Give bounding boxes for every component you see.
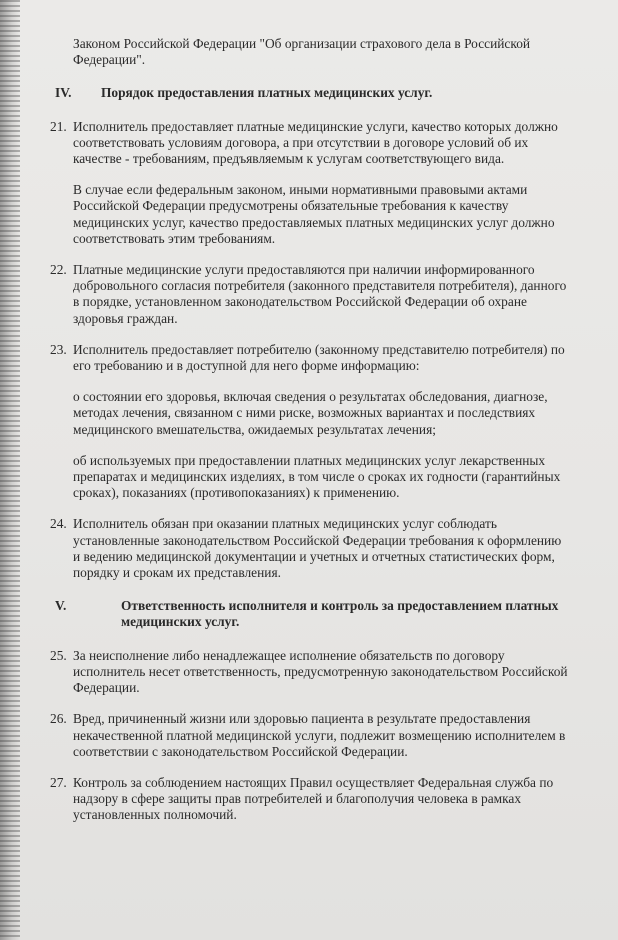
section-heading-v xyxy=(50,598,580,630)
text-line: Федерации". xyxy=(73,52,146,68)
text-line: установленные законодательством Российской Федерации требования к оформлению xyxy=(73,532,562,548)
text-line: Вред, причиненный жизни или здоровью пациента в результате предоставления xyxy=(73,711,531,727)
text-line: порядку и срокам их представления. xyxy=(73,565,281,581)
clause-number: 25. xyxy=(50,647,67,663)
text-line: медицинских услуг. xyxy=(121,614,240,630)
text-line: Платные медицинские услуги предоставляются при наличии информированного xyxy=(73,262,535,278)
clause-text xyxy=(73,775,580,824)
clause-26 xyxy=(50,711,580,760)
clause-text xyxy=(73,648,580,697)
clause-number: 21. xyxy=(50,118,67,134)
clause-number: 23. xyxy=(50,341,67,357)
text-line: соответствовать этим требованиям. xyxy=(73,230,276,246)
text-line: некачественной платной медицинской услуги, подлежит возмещению исполнителем в xyxy=(73,727,566,743)
clause-25 xyxy=(50,648,580,697)
clause-text xyxy=(73,516,580,581)
text-line: Ответственность исполнителя и контроль за предоставлением платных xyxy=(121,598,559,614)
clause-23-subparagraph-drugs xyxy=(50,453,580,502)
text-line: о состоянии его здоровья, включая сведения о результатах обследования, диагнозе, xyxy=(73,389,548,405)
clause-23-subparagraph-health xyxy=(50,389,580,438)
text-line: добровольного согласия потребителя (законного представителя потребителя), данного xyxy=(73,278,567,294)
text-line: медицинского вмешательства, ожидаемых результатах лечения; xyxy=(73,421,436,437)
text-line: За неисполнение либо ненадлежащее исполнение обязательств по договору xyxy=(73,647,505,663)
text-line: Исполнитель предоставляет потребителю (законному представителю потребителя) по xyxy=(73,341,565,357)
text-line: Порядок предоставления платных медицинских услуг. xyxy=(101,85,433,101)
clause-number: 27. xyxy=(50,774,67,790)
text-line: Контроль за соблюдением настоящих Правил осуществляет Федеральная служба по xyxy=(73,774,554,790)
clause-number: 26. xyxy=(50,711,67,727)
clause-text xyxy=(73,342,580,374)
section-title xyxy=(121,598,558,630)
text-line: в порядке, установленном законодательством Российской Федерации об охране xyxy=(73,294,527,310)
text-line: медицинских услуг, качество предоставляемых платных медицинских услуг должно xyxy=(73,214,555,230)
text-line: Российской Федерации предусмотрены обязательные требования к качеству xyxy=(73,198,509,214)
intro-paragraph xyxy=(50,36,580,68)
section-number: IV. xyxy=(55,85,72,101)
text-line: надзору в сфере защиты прав потребителей и благополучия человека в рамках xyxy=(73,791,522,807)
text-line: качестве - требованиям, предъявляемым к услугам соответствующего вида. xyxy=(73,151,505,167)
section-number: V. xyxy=(55,598,67,614)
clause-text xyxy=(73,262,580,327)
text-line: здоровья граждан. xyxy=(73,310,178,326)
clause-23 xyxy=(50,342,580,374)
text-line: установленных полномочий. xyxy=(73,807,237,823)
scan-edge-shadow xyxy=(0,0,20,940)
text-line: исполнитель несет ответственность, предусмотренную законодательством Российской xyxy=(73,663,568,679)
clause-21 xyxy=(50,119,580,168)
text-line: Федерации. xyxy=(73,680,140,696)
text-line: Исполнитель предоставляет платные медицинские услуги, качество которых должно xyxy=(73,118,558,134)
section-title xyxy=(101,85,432,101)
text-line: Исполнитель обязан при оказании платных медицинских услуг соблюдать xyxy=(73,516,497,532)
text-line: сроках), показаниях (противопоказаниях) к применению. xyxy=(73,485,400,501)
text-line: методах лечения, связанном с ними риске, возможных вариантах и последствиях xyxy=(73,405,536,421)
section-heading-iv xyxy=(50,85,580,101)
text-line: соответствии с законодательством Российской Федерации. xyxy=(73,743,408,759)
text-line: и ведению медицинской документации и учетных и отчетных статистических форм, xyxy=(73,548,555,564)
clause-number: 22. xyxy=(50,262,67,278)
text-line: соответствовать условиям договора, а при отсутствии в договоре условий об их xyxy=(73,134,529,150)
clause-number: 24. xyxy=(50,516,67,532)
text-line: об используемых при предоставлении платных медицинских услуг лекарственных xyxy=(73,452,546,468)
text-line: препаратах и медицинских изделиях, в том числе о сроках их годности (гарантийных xyxy=(73,469,561,485)
clause-24 xyxy=(50,516,580,581)
clause-21-subparagraph xyxy=(50,182,580,247)
clause-text xyxy=(73,711,580,760)
text-line: В случае если федеральным законом, иными нормативными правовыми актами xyxy=(73,182,528,198)
text-line: Законом Российской Федерации "Об организации страхового дела в Российской xyxy=(73,36,531,51)
clause-22 xyxy=(50,262,580,327)
clause-27 xyxy=(50,775,580,824)
document-body xyxy=(50,36,580,824)
text-line: его требованию и в доступной для него форме информацию: xyxy=(73,358,420,374)
clause-text xyxy=(73,119,580,168)
